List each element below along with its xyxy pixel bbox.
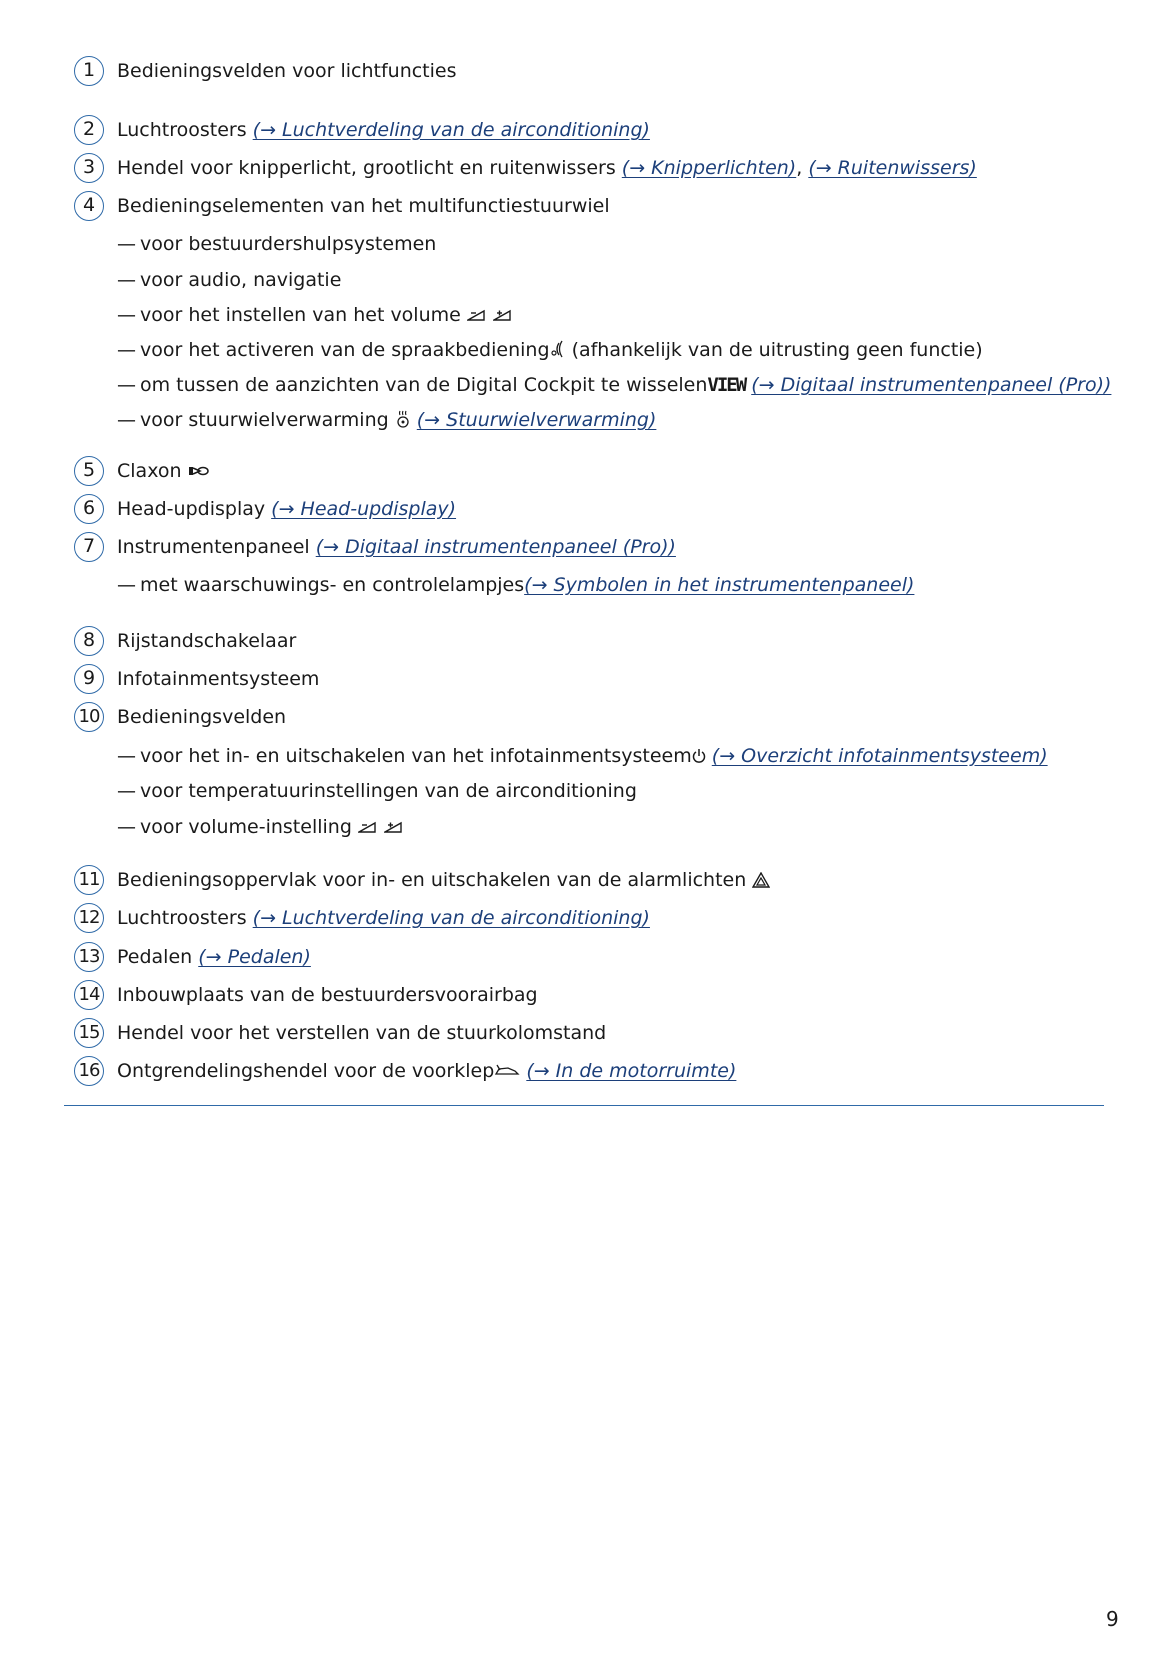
item-number: 10	[74, 702, 104, 732]
item-number: 16	[74, 1056, 104, 1086]
steering-wheel-heating-icon	[395, 410, 411, 428]
item-number: 8	[74, 626, 104, 656]
volume-down-icon	[358, 820, 378, 834]
dash: —	[117, 409, 136, 431]
item-text: Hendel voor knipperlicht, grootlicht en ruitenwissers	[117, 157, 616, 179]
sub-item-text: om tussen de aanzichten van de Digital Cockpit te wisselen	[140, 374, 708, 396]
sub-list-item	[0, 300, 1165, 334]
item-text: Bedieningselementen van het multifunctiestuurwiel	[117, 195, 610, 217]
item-number: 4	[74, 191, 104, 221]
item-text: Head-updisplay	[117, 498, 266, 520]
view-button-symbol: VIEW	[707, 374, 746, 396]
item-text: Inbouwplaats van de bestuurdersvoorairbag	[117, 984, 538, 1006]
list-item	[0, 153, 1165, 187]
item-number: 1	[74, 56, 104, 86]
sub-item-text: voor het instellen van het volume	[140, 304, 461, 326]
list-item	[0, 191, 1165, 225]
section-divider	[64, 1105, 1104, 1106]
list-item	[0, 865, 1165, 899]
separator: ,	[796, 157, 803, 179]
dash: —	[117, 745, 136, 767]
cross-reference-link[interactable]: (→ In de motorruimte)	[526, 1060, 737, 1082]
item-text: Bedieningsvelden	[117, 706, 287, 728]
voice-control-icon	[550, 340, 566, 358]
item-number: 9	[74, 664, 104, 694]
list-item	[0, 115, 1165, 149]
item-number: 5	[74, 456, 104, 486]
list-item	[0, 626, 1165, 660]
item-text: Infotainmentsysteem	[117, 668, 320, 690]
cross-reference-link[interactable]: (→ Pedalen)	[198, 946, 311, 968]
sub-list-item	[0, 229, 1165, 263]
cross-reference-link[interactable]: (→ Ruitenwissers)	[808, 157, 977, 179]
item-number: 11	[74, 865, 104, 895]
dash: —	[117, 269, 136, 291]
item-number: 13	[74, 942, 104, 972]
list-item	[0, 664, 1165, 698]
list-item	[0, 980, 1165, 1014]
list-item	[0, 1018, 1165, 1052]
dash: —	[117, 374, 136, 396]
list-item	[0, 1056, 1165, 1090]
sub-item-text: voor audio, navigatie	[140, 269, 342, 291]
sub-list-item	[0, 741, 1165, 775]
sub-item-text: voor het in- en uitschakelen van het infotainmentsysteem	[140, 745, 692, 767]
sub-item-text: voor stuurwielverwarming	[140, 409, 389, 431]
item-text: Bedieningsvelden voor lichtfuncties	[117, 60, 457, 82]
list-item	[0, 456, 1165, 490]
horn-icon	[188, 464, 210, 478]
dash: —	[117, 233, 136, 255]
item-number: 6	[74, 494, 104, 524]
dash: —	[117, 780, 136, 802]
sub-list-item	[0, 405, 1165, 439]
list-item	[0, 942, 1165, 976]
item-text: Hendel voor het verstellen van de stuurkolomstand	[117, 1022, 607, 1044]
item-number: 12	[74, 903, 104, 933]
volume-up-icon	[384, 820, 404, 834]
sub-item-note: (afhankelijk van de uitrusting geen functie)	[571, 339, 983, 361]
sub-list-item	[0, 570, 1165, 604]
item-text: Instrumentenpaneel	[117, 536, 310, 558]
cross-reference-link[interactable]: (→ Symbolen in het instrumentenpaneel)	[524, 574, 915, 596]
cross-reference-link[interactable]: (→ Overzicht infotainmentsysteem)	[711, 745, 1048, 767]
item-text: Luchtroosters	[117, 907, 247, 929]
list-item	[0, 702, 1165, 736]
cross-reference-link[interactable]: (→ Knipperlichten)	[621, 157, 797, 179]
cross-reference-link[interactable]: (→ Digitaal instrumentenpaneel (Pro))	[751, 374, 1112, 396]
item-number: 3	[74, 153, 104, 183]
sub-item-text: voor temperatuurinstellingen van de airconditioning	[140, 780, 637, 802]
item-text: Pedalen	[117, 946, 193, 968]
page-number: 9	[1106, 1607, 1119, 1631]
volume-down-icon	[467, 308, 487, 322]
item-text: Ontgrendelingshendel voor de voorklep	[117, 1060, 495, 1082]
dash: —	[117, 574, 136, 596]
volume-up-icon	[493, 308, 513, 322]
power-icon	[692, 748, 706, 764]
list-item	[0, 56, 1165, 90]
item-text: Bedieningsoppervlak voor in- en uitschakelen van de alarmlichten	[117, 869, 747, 891]
cross-reference-link[interactable]: (→ Head-updisplay)	[271, 498, 457, 520]
sub-item-text: voor het activeren van de spraakbediening	[140, 339, 550, 361]
list-item	[0, 532, 1165, 566]
item-number: 2	[74, 115, 104, 145]
dash: —	[117, 816, 136, 838]
item-number: 15	[74, 1018, 104, 1048]
sub-item-text: voor bestuurdershulpsystemen	[140, 233, 437, 255]
item-number: 7	[74, 532, 104, 562]
sub-item-text: met waarschuwings- en controlelampjes	[140, 574, 525, 596]
item-number: 14	[74, 980, 104, 1010]
sub-item-text: voor volume-instelling	[140, 816, 352, 838]
sub-list-item	[0, 776, 1165, 810]
hazard-warning-icon	[752, 872, 770, 888]
item-text: Rijstandschakelaar	[117, 630, 297, 652]
item-text: Luchtroosters	[117, 119, 247, 141]
sub-list-item	[0, 370, 1165, 404]
sub-list-item	[0, 335, 1165, 369]
dash: —	[117, 304, 136, 326]
sub-list-item	[0, 265, 1165, 299]
sub-list-item	[0, 812, 1165, 846]
item-text: Claxon	[117, 460, 182, 482]
hood-release-icon	[494, 1064, 520, 1078]
cross-reference-link[interactable]: (→ Digitaal instrumentenpaneel (Pro))	[315, 536, 676, 558]
cross-reference-link[interactable]: (→ Stuurwielverwarming)	[416, 409, 657, 431]
list-item	[0, 903, 1165, 937]
list-item	[0, 494, 1165, 528]
cross-reference-link[interactable]: (→ Luchtverdeling van de airconditioning)	[252, 119, 650, 141]
cross-reference-link[interactable]: (→ Luchtverdeling van de airconditioning)	[252, 907, 650, 929]
dash: —	[117, 339, 136, 361]
